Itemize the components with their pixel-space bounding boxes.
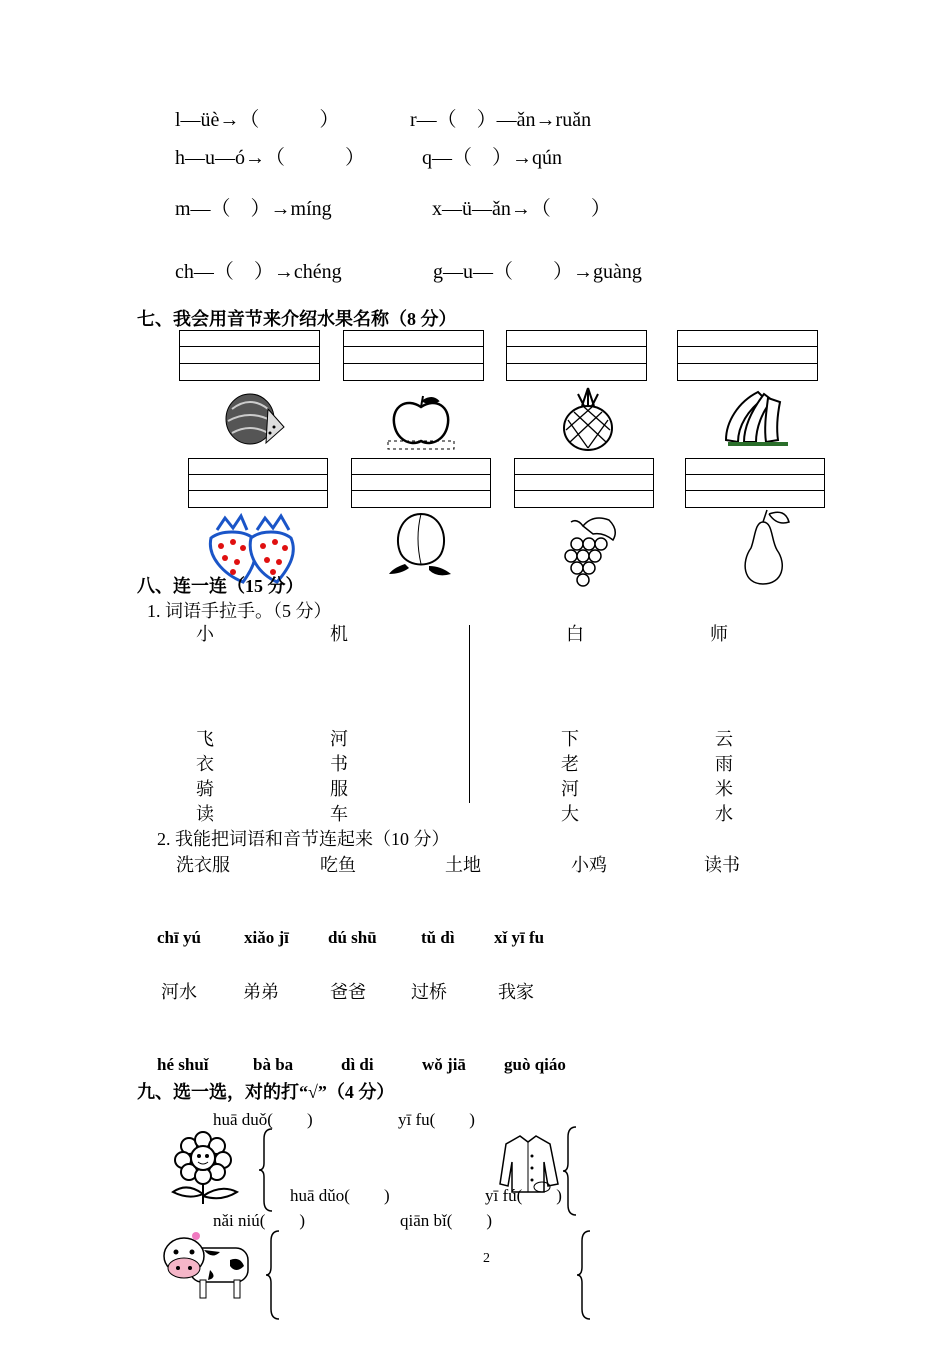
pinyin-writing-box[interactable] (343, 330, 484, 381)
col-a-char[interactable]: 读 (196, 804, 214, 824)
col-c-char[interactable]: 老 (561, 754, 579, 774)
grape-icon (553, 514, 625, 594)
word-item[interactable]: 弟弟 (243, 982, 279, 1002)
pinyin-writing-box[interactable] (685, 458, 825, 508)
word-item[interactable]: 过桥 (411, 982, 447, 1002)
part2-title: 2. 我能把词语和音节连起来（10 分） (157, 829, 450, 849)
spelling-row3-left: m—（ ）→míng (175, 198, 332, 220)
word-item[interactable]: 读书 (704, 855, 740, 875)
word-item[interactable]: 爸爸 (330, 982, 366, 1002)
col-a-char[interactable]: 飞 (196, 729, 214, 749)
col-d-char[interactable]: 云 (715, 729, 733, 749)
pinyin-writing-box[interactable] (677, 330, 818, 381)
pinyin-item[interactable]: dì di (341, 1055, 374, 1074)
col-c-char[interactable]: 河 (561, 779, 579, 799)
col-b-char[interactable]: 书 (330, 754, 348, 774)
pinyin-writing-box[interactable] (506, 330, 647, 381)
word-item[interactable]: 河水 (161, 982, 197, 1002)
flower-icon (167, 1130, 245, 1206)
spelling-row4-left: ch—（ ）→chéng (175, 261, 342, 283)
col-d-char[interactable]: 米 (715, 779, 733, 799)
spelling-row2-left: h—u—ó→（ ） (175, 147, 365, 169)
col-d-char[interactable]: 雨 (715, 754, 733, 774)
spelling-row4-right: g—u—（ ）→guàng (433, 261, 642, 283)
brace-icon (576, 1229, 592, 1321)
brace-icon (258, 1127, 274, 1213)
word-item[interactable]: 小鸡 (571, 855, 607, 875)
pinyin-item[interactable]: wǒ jiā (422, 1055, 466, 1074)
col-a-char[interactable]: 衣 (196, 754, 214, 774)
pinyin-item[interactable]: hé shuǐ (157, 1055, 209, 1074)
col-b-char[interactable]: 机 (330, 624, 348, 644)
spelling-row2-right: q—（ ）→qún (422, 147, 562, 169)
spelling-row1-right: r—（ ）—ǎn→ruǎn (410, 109, 592, 131)
peach-icon (385, 508, 459, 580)
pinyin-writing-box[interactable] (188, 458, 328, 508)
pinyin-item[interactable]: bà ba (253, 1055, 294, 1074)
col-b-char[interactable]: 河 (330, 729, 348, 749)
pinyin-writing-box[interactable] (514, 458, 654, 508)
spelling-row1-left: l—üè→（ ） (175, 109, 340, 131)
col-a-char[interactable]: 小 (196, 624, 214, 644)
col-b-char[interactable]: 车 (330, 804, 348, 824)
brace-icon (265, 1229, 281, 1321)
pinyin-item[interactable]: xǐ yī fu (494, 928, 545, 947)
pinyin-writing-box[interactable] (351, 458, 491, 508)
pinyin-item[interactable]: chī yú (157, 928, 201, 947)
col-c-char[interactable]: 大 (561, 804, 579, 824)
pinyin-item[interactable]: dú shū (328, 928, 377, 947)
part1-title: 1. 词语手拉手。（5 分） (147, 601, 332, 621)
col-d-char[interactable]: 师 (710, 624, 728, 644)
section8-title: 八、连一连（15 分） (137, 576, 304, 596)
option-nainiu-a[interactable]: nǎi niú( ) (213, 1211, 306, 1230)
pear-icon (733, 508, 793, 588)
page-number: 2 (483, 1251, 490, 1266)
apple-icon (386, 393, 456, 451)
pineapple-icon (560, 386, 616, 452)
word-item[interactable]: 土地 (445, 855, 481, 875)
option-yifu-b[interactable]: yī fú( ) (485, 1186, 562, 1205)
cow-icon (160, 1230, 256, 1304)
col-c-char[interactable]: 白 (566, 624, 584, 644)
word-item[interactable]: 我家 (498, 982, 534, 1002)
col-a-char[interactable]: 骑 (196, 779, 214, 799)
col-d-char[interactable]: 水 (715, 804, 733, 824)
option-yifu-a[interactable]: yī fu( ) (398, 1110, 475, 1129)
pinyin-writing-box[interactable] (179, 330, 320, 381)
word-item[interactable]: 吃鱼 (320, 855, 356, 875)
banana-icon (718, 388, 788, 450)
pinyin-item[interactable]: tǔ dì (421, 928, 455, 947)
section9-title: 九、选一选，对的打“√”（4 分） (137, 1082, 395, 1102)
divider-line (469, 625, 470, 803)
spelling-row3-right: x—ü—ǎn→（ ） (432, 198, 611, 220)
word-item[interactable]: 洗衣服 (176, 855, 230, 875)
option-qianbi-a[interactable]: qiān bǐ( ) (400, 1211, 493, 1230)
brace-icon (562, 1125, 578, 1217)
watermelon-icon (222, 387, 287, 449)
pinyin-item[interactable]: xiǎo jī (244, 928, 289, 947)
col-b-char[interactable]: 服 (330, 779, 348, 799)
pinyin-item[interactable]: guò qiáo (504, 1055, 566, 1074)
option-huaduo-b[interactable]: huā dǔo( ) (290, 1186, 390, 1205)
col-c-char[interactable]: 下 (561, 729, 579, 749)
option-huaduo-a[interactable]: huā duǒ( ) (213, 1110, 313, 1129)
section7-title: 七、我会用音节来介绍水果名称（8 分） (137, 309, 457, 329)
